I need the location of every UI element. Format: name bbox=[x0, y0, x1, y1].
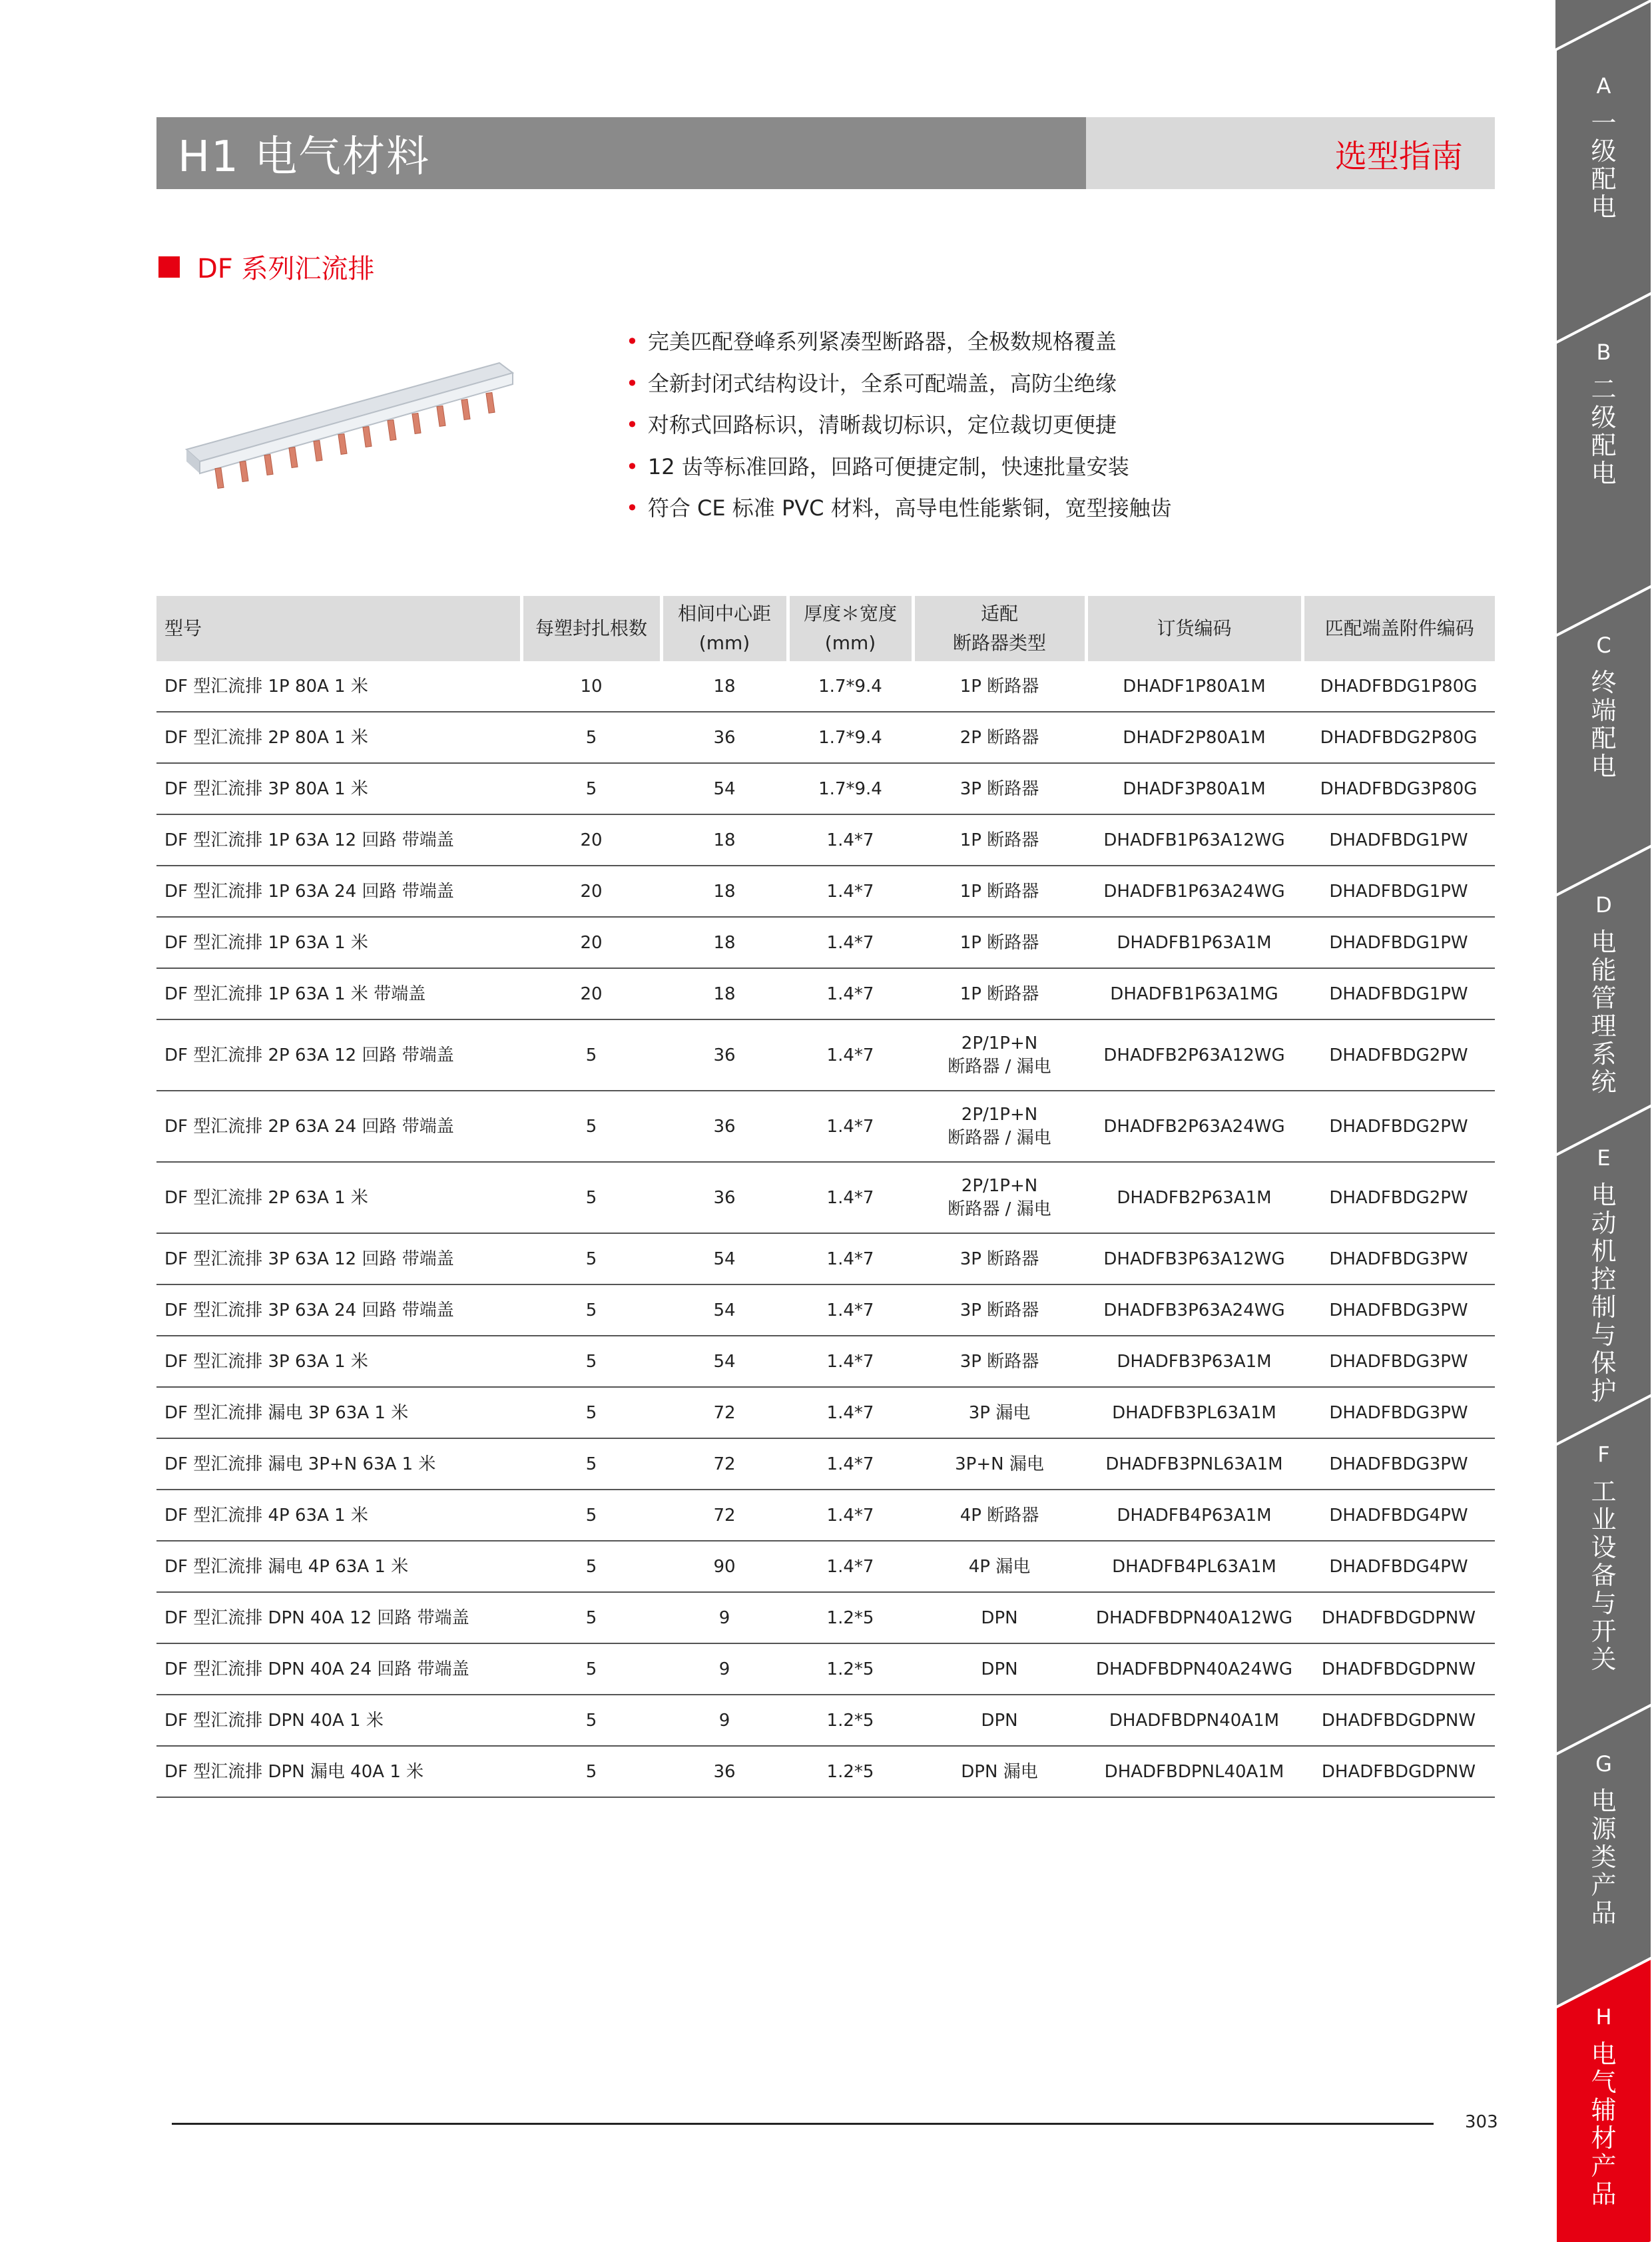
cell-pitch: 36 bbox=[661, 1019, 788, 1091]
table-row bbox=[156, 1695, 1495, 1746]
cell-size: 1.4*7 bbox=[788, 866, 913, 917]
cell-size: 1.7*9.4 bbox=[788, 712, 913, 763]
side-tab-letter: C bbox=[1596, 633, 1611, 658]
page-number: 303 bbox=[1465, 2112, 1498, 2132]
cell-size: 1.4*7 bbox=[788, 1387, 913, 1438]
cell-order: DHADFB4P63A1M bbox=[1086, 1490, 1302, 1541]
side-tab-letter: A bbox=[1596, 73, 1611, 99]
cell-model: DF 型汇流排 2P 63A 24 回路 带端盖 bbox=[156, 1091, 521, 1162]
cell-model: DF 型汇流排 1P 63A 12 回路 带端盖 bbox=[156, 814, 521, 866]
cell-model: DF 型汇流排 1P 63A 1 米 bbox=[156, 917, 521, 968]
cell-cap: DHADFBDG1P80G bbox=[1302, 661, 1495, 712]
cell-order: DHADFBDPNL40A1M bbox=[1086, 1746, 1302, 1797]
cell-size: 1.2*5 bbox=[788, 1592, 913, 1643]
cell-cap: DHADFBDG1PW bbox=[1302, 866, 1495, 917]
cell-pitch: 72 bbox=[661, 1438, 788, 1490]
cell-model: DF 型汇流排 2P 63A 1 米 bbox=[156, 1162, 521, 1233]
cell-size: 1.2*5 bbox=[788, 1643, 913, 1695]
cell-type: 2P/1P+N 断路器 / 漏电 bbox=[913, 1091, 1086, 1162]
cell-qty: 5 bbox=[521, 1490, 661, 1541]
cell-model: DF 型汇流排 3P 80A 1 米 bbox=[156, 763, 521, 814]
cell-model: DF 型汇流排 DPN 40A 1 米 bbox=[156, 1695, 521, 1746]
cell-type: DPN bbox=[913, 1643, 1086, 1695]
cell-type: 4P 断路器 bbox=[913, 1490, 1086, 1541]
cell-qty: 5 bbox=[521, 712, 661, 763]
table-header-row bbox=[156, 596, 1495, 661]
cell-pitch: 36 bbox=[661, 1746, 788, 1797]
cell-order: DHADFB1P63A1M bbox=[1086, 917, 1302, 968]
cell-order: DHADFB2P63A12WG bbox=[1086, 1019, 1302, 1091]
side-tab-label: 终端配电 bbox=[1591, 668, 1617, 781]
col-size: 厚度＊宽度 (mm) bbox=[788, 596, 913, 661]
cell-size: 1.4*7 bbox=[788, 917, 913, 968]
bullet-dot-icon: • bbox=[626, 495, 639, 521]
cell-model: DF 型汇流排 漏电 4P 63A 1 米 bbox=[156, 1541, 521, 1592]
cell-order: DHADFB1P63A12WG bbox=[1086, 814, 1302, 866]
cell-qty: 5 bbox=[521, 1695, 661, 1746]
feature-item: • 完美匹配登峰系列紧凑型断路器，全极数规格覆盖 bbox=[626, 329, 1117, 354]
cell-pitch: 90 bbox=[661, 1541, 788, 1592]
table-row bbox=[156, 1490, 1495, 1541]
cell-qty: 5 bbox=[521, 1541, 661, 1592]
cell-type: 3P 漏电 bbox=[913, 1387, 1086, 1438]
cell-qty: 5 bbox=[521, 1643, 661, 1695]
cell-order: DHADFB3P63A12WG bbox=[1086, 1233, 1302, 1284]
cell-order: DHADFB1P63A1MG bbox=[1086, 968, 1302, 1019]
cell-order: DHADF1P80A1M bbox=[1086, 661, 1302, 712]
table-row bbox=[156, 1643, 1495, 1695]
side-tab-h[interactable] bbox=[1555, 2004, 1652, 2208]
cell-cap: DHADFBDG3PW bbox=[1302, 1438, 1495, 1490]
side-tab-letter: H bbox=[1595, 2004, 1612, 2030]
cell-model: DF 型汇流排 DPN 40A 12 回路 带端盖 bbox=[156, 1592, 521, 1643]
cell-pitch: 54 bbox=[661, 1336, 788, 1387]
cell-order: DHADFB2P63A24WG bbox=[1086, 1091, 1302, 1162]
cell-size: 1.4*7 bbox=[788, 1233, 913, 1284]
side-tab-label: 电气辅材产品 bbox=[1591, 2040, 1617, 2209]
feature-item: • 12 齿等标准回路，回路可便捷定制，快速批量安装 bbox=[626, 453, 1129, 479]
table-row bbox=[156, 1091, 1495, 1162]
cell-pitch: 72 bbox=[661, 1490, 788, 1541]
cell-model: DF 型汇流排 3P 63A 1 米 bbox=[156, 1336, 521, 1387]
table-row bbox=[156, 1438, 1495, 1490]
table-row bbox=[156, 1019, 1495, 1091]
cell-cap: DHADFBDG3PW bbox=[1302, 1336, 1495, 1387]
cell-qty: 5 bbox=[521, 1284, 661, 1336]
cell-pitch: 54 bbox=[661, 1233, 788, 1284]
cell-order: DHADFB2P63A1M bbox=[1086, 1162, 1302, 1233]
side-tab-letter: E bbox=[1597, 1145, 1611, 1171]
table-row bbox=[156, 917, 1495, 968]
cell-size: 1.4*7 bbox=[788, 968, 913, 1019]
cell-order: DHADFB3P63A24WG bbox=[1086, 1284, 1302, 1336]
cell-order: DHADFB4PL63A1M bbox=[1086, 1541, 1302, 1592]
cell-cap: DHADFBDG3P80G bbox=[1302, 763, 1495, 814]
cell-cap: DHADFBDG3PW bbox=[1302, 1284, 1495, 1336]
side-tab-e[interactable] bbox=[1555, 1145, 1652, 1405]
table-row bbox=[156, 1541, 1495, 1592]
cell-type: 1P 断路器 bbox=[913, 661, 1086, 712]
guide-label: 选型指南 bbox=[1334, 137, 1463, 175]
cell-order: DHADFB3PL63A1M bbox=[1086, 1387, 1302, 1438]
side-tab-label: 二级配电 bbox=[1591, 375, 1617, 488]
cell-pitch: 18 bbox=[661, 661, 788, 712]
table-row bbox=[156, 968, 1495, 1019]
cell-model: DF 型汇流排 DPN 40A 24 回路 带端盖 bbox=[156, 1643, 521, 1695]
cell-size: 1.7*9.4 bbox=[788, 763, 913, 814]
bullet-dot-icon: • bbox=[626, 412, 639, 437]
cell-type: 2P/1P+N 断路器 / 漏电 bbox=[913, 1162, 1086, 1233]
cell-size: 1.2*5 bbox=[788, 1746, 913, 1797]
cell-size: 1.4*7 bbox=[788, 1438, 913, 1490]
side-tab-f[interactable] bbox=[1555, 1442, 1652, 1673]
cell-order: DHADFB3P63A1M bbox=[1086, 1336, 1302, 1387]
cell-order: DHADFB3PNL63A1M bbox=[1086, 1438, 1302, 1490]
side-tab-label: 一级配电 bbox=[1591, 109, 1617, 222]
feature-item: • 全新封闭式结构设计，全系可配端盖，高防尘绝缘 bbox=[626, 370, 1117, 396]
cell-qty: 5 bbox=[521, 1091, 661, 1162]
side-tab-a[interactable] bbox=[1555, 73, 1652, 221]
side-tab-c[interactable] bbox=[1555, 633, 1652, 780]
bullet-dot-icon: • bbox=[626, 329, 639, 354]
bullet-dot-icon: • bbox=[626, 453, 639, 479]
cell-size: 1.4*7 bbox=[788, 1490, 913, 1541]
col-pitch: 相间中心距 (mm) bbox=[661, 596, 788, 661]
header-title-bar bbox=[156, 117, 1086, 189]
cell-type: 3P 断路器 bbox=[913, 1284, 1086, 1336]
section-heading bbox=[158, 248, 375, 286]
cell-model: DF 型汇流排 3P 63A 12 回路 带端盖 bbox=[156, 1233, 521, 1284]
table-row bbox=[156, 1336, 1495, 1387]
table-row bbox=[156, 1233, 1495, 1284]
cell-type: 2P 断路器 bbox=[913, 712, 1086, 763]
cell-order: DHADFB1P63A24WG bbox=[1086, 866, 1302, 917]
cell-model: DF 型汇流排 1P 63A 24 回路 带端盖 bbox=[156, 866, 521, 917]
cell-pitch: 18 bbox=[661, 968, 788, 1019]
cell-size: 1.4*7 bbox=[788, 1162, 913, 1233]
cell-type: 2P/1P+N 断路器 / 漏电 bbox=[913, 1019, 1086, 1091]
col-model: 型号 bbox=[156, 596, 521, 661]
cell-cap: DHADFBDG2PW bbox=[1302, 1019, 1495, 1091]
cell-type: 1P 断路器 bbox=[913, 917, 1086, 968]
side-tab-letter: B bbox=[1596, 340, 1611, 365]
cell-size: 1.4*7 bbox=[788, 1091, 913, 1162]
section-title: DF 系列汇流排 bbox=[197, 254, 375, 284]
cell-pitch: 9 bbox=[661, 1695, 788, 1746]
cell-model: DF 型汇流排 4P 63A 1 米 bbox=[156, 1490, 521, 1541]
cell-qty: 5 bbox=[521, 1162, 661, 1233]
side-tab-letter: F bbox=[1597, 1442, 1610, 1467]
cell-model: DF 型汇流排 漏电 3P+N 63A 1 米 bbox=[156, 1438, 521, 1490]
cell-pitch: 9 bbox=[661, 1592, 788, 1643]
cell-pitch: 18 bbox=[661, 866, 788, 917]
cell-pitch: 36 bbox=[661, 1162, 788, 1233]
cell-qty: 5 bbox=[521, 1746, 661, 1797]
spec-table bbox=[156, 596, 1495, 1798]
cell-type: DPN bbox=[913, 1695, 1086, 1746]
cell-qty: 20 bbox=[521, 814, 661, 866]
cell-pitch: 36 bbox=[661, 712, 788, 763]
cell-type: 3P 断路器 bbox=[913, 1233, 1086, 1284]
side-tab-label: 电能管理系统 bbox=[1591, 928, 1617, 1097]
cell-type: 1P 断路器 bbox=[913, 866, 1086, 917]
cell-pitch: 9 bbox=[661, 1643, 788, 1695]
cell-order: DHADFBDPN40A12WG bbox=[1086, 1592, 1302, 1643]
col-qty: 每塑封扎根数 bbox=[521, 596, 661, 661]
cell-size: 1.4*7 bbox=[788, 814, 913, 866]
table-row bbox=[156, 763, 1495, 814]
table-row bbox=[156, 866, 1495, 917]
cell-size: 1.7*9.4 bbox=[788, 661, 913, 712]
cell-size: 1.4*7 bbox=[788, 1284, 913, 1336]
cell-qty: 10 bbox=[521, 661, 661, 712]
table-row bbox=[156, 1162, 1495, 1233]
side-nav bbox=[1555, 0, 1652, 2242]
footer-divider bbox=[172, 2123, 1434, 2125]
cell-qty: 5 bbox=[521, 1592, 661, 1643]
table-row bbox=[156, 1592, 1495, 1643]
cell-cap: DHADFBDG2PW bbox=[1302, 1091, 1495, 1162]
feature-list bbox=[626, 321, 1172, 529]
cell-size: 1.4*7 bbox=[788, 1541, 913, 1592]
cell-qty: 5 bbox=[521, 763, 661, 814]
cell-model: DF 型汇流排 3P 63A 24 回路 带端盖 bbox=[156, 1284, 521, 1336]
cell-cap: DHADFBDG1PW bbox=[1302, 917, 1495, 968]
col-cap-code: 匹配端盖附件编码 bbox=[1302, 596, 1495, 661]
busbar-product-image bbox=[180, 343, 526, 503]
col-order-code: 订货编码 bbox=[1086, 596, 1302, 661]
cell-pitch: 54 bbox=[661, 763, 788, 814]
cell-type: DPN bbox=[913, 1592, 1086, 1643]
page-title: H1 电气材料 bbox=[178, 133, 431, 182]
cell-cap: DHADFBDG1PW bbox=[1302, 814, 1495, 866]
cell-qty: 20 bbox=[521, 917, 661, 968]
cell-model: DF 型汇流排 DPN 漏电 40A 1 米 bbox=[156, 1746, 521, 1797]
cell-pitch: 18 bbox=[661, 814, 788, 866]
cell-size: 1.4*7 bbox=[788, 1019, 913, 1091]
side-tab-d[interactable] bbox=[1555, 892, 1652, 1096]
cell-type: DPN 漏电 bbox=[913, 1746, 1086, 1797]
cell-pitch: 36 bbox=[661, 1091, 788, 1162]
cell-pitch: 72 bbox=[661, 1387, 788, 1438]
cell-cap: DHADFBDG3PW bbox=[1302, 1387, 1495, 1438]
cell-qty: 20 bbox=[521, 968, 661, 1019]
table-row bbox=[156, 814, 1495, 866]
cell-order: DHADFBDPN40A1M bbox=[1086, 1695, 1302, 1746]
cell-qty: 5 bbox=[521, 1233, 661, 1284]
cell-qty: 5 bbox=[521, 1019, 661, 1091]
table-row bbox=[156, 712, 1495, 763]
cell-qty: 5 bbox=[521, 1387, 661, 1438]
cell-qty: 20 bbox=[521, 866, 661, 917]
side-tab-label: 电源类产品 bbox=[1591, 1787, 1617, 1928]
cell-cap: DHADFBDG2PW bbox=[1302, 1162, 1495, 1233]
cell-order: DHADF3P80A1M bbox=[1086, 763, 1302, 814]
cell-model: DF 型汇流排 漏电 3P 63A 1 米 bbox=[156, 1387, 521, 1438]
side-tab-g[interactable] bbox=[1555, 1751, 1652, 1927]
cell-model: DF 型汇流排 2P 80A 1 米 bbox=[156, 712, 521, 763]
cell-cap: DHADFBDG1PW bbox=[1302, 968, 1495, 1019]
cell-model: DF 型汇流排 1P 80A 1 米 bbox=[156, 661, 521, 712]
cell-pitch: 54 bbox=[661, 1284, 788, 1336]
feature-item: • 对称式回路标识，清晰裁切标识，定位裁切更便捷 bbox=[626, 412, 1117, 437]
cell-qty: 5 bbox=[521, 1336, 661, 1387]
cell-cap: DHADFBDG2P80G bbox=[1302, 712, 1495, 763]
cell-cap: DHADFBDGDPNW bbox=[1302, 1746, 1495, 1797]
cell-cap: DHADFBDGDPNW bbox=[1302, 1643, 1495, 1695]
cell-cap: DHADFBDGDPNW bbox=[1302, 1695, 1495, 1746]
table-row bbox=[156, 1387, 1495, 1438]
cell-type: 3P 断路器 bbox=[913, 763, 1086, 814]
cell-type: 3P+N 漏电 bbox=[913, 1438, 1086, 1490]
col-breaker-type: 适配 断路器类型 bbox=[913, 596, 1086, 661]
cell-cap: DHADFBDG3PW bbox=[1302, 1233, 1495, 1284]
cell-type: 1P 断路器 bbox=[913, 814, 1086, 866]
cell-type: 1P 断路器 bbox=[913, 968, 1086, 1019]
cell-cap: DHADFBDG4PW bbox=[1302, 1541, 1495, 1592]
cell-model: DF 型汇流排 2P 63A 12 回路 带端盖 bbox=[156, 1019, 521, 1091]
feature-item: • 符合 CE 标准 PVC 材料，高导电性能紫铜，宽型接触齿 bbox=[626, 495, 1172, 521]
cell-type: 3P 断路器 bbox=[913, 1336, 1086, 1387]
bullet-dot-icon: • bbox=[626, 370, 639, 396]
header-guide-bar bbox=[1086, 117, 1495, 189]
side-tab-b[interactable] bbox=[1555, 340, 1652, 487]
table-row bbox=[156, 1284, 1495, 1336]
cell-size: 1.2*5 bbox=[788, 1695, 913, 1746]
cell-size: 1.4*7 bbox=[788, 1336, 913, 1387]
side-tab-label: 电动机控制与保护 bbox=[1591, 1181, 1617, 1406]
cell-type: 4P 漏电 bbox=[913, 1541, 1086, 1592]
square-bullet-icon bbox=[158, 256, 180, 278]
cell-cap: DHADFBDGDPNW bbox=[1302, 1592, 1495, 1643]
cell-qty: 5 bbox=[521, 1438, 661, 1490]
cell-order: DHADFBDPN40A24WG bbox=[1086, 1643, 1302, 1695]
cell-model: DF 型汇流排 1P 63A 1 米 带端盖 bbox=[156, 968, 521, 1019]
side-tab-label: 工业设备与开关 bbox=[1591, 1477, 1617, 1674]
cell-cap: DHADFBDG4PW bbox=[1302, 1490, 1495, 1541]
cell-order: DHADF2P80A1M bbox=[1086, 712, 1302, 763]
cell-pitch: 18 bbox=[661, 917, 788, 968]
side-tab-letter: G bbox=[1595, 1751, 1612, 1777]
side-tab-letter: D bbox=[1595, 892, 1612, 918]
table-row bbox=[156, 661, 1495, 712]
table-row bbox=[156, 1746, 1495, 1797]
